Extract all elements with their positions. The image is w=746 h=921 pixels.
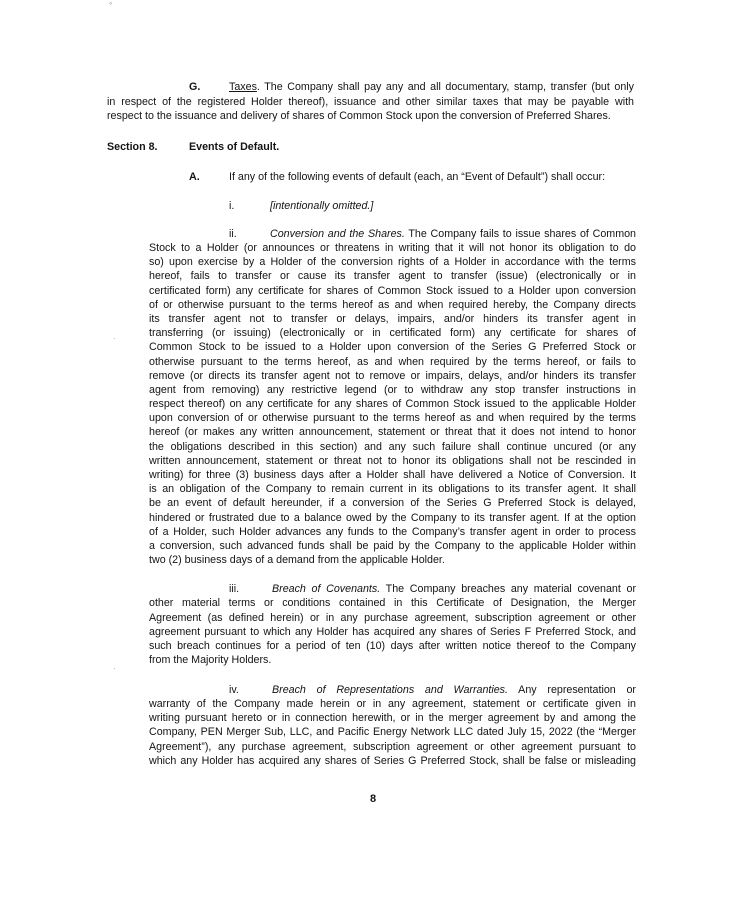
item-iv-line: warranty of the Company made herein or in any agreement, statement or certificate given in (149, 698, 636, 710)
item-iii-line: agreement pursuant to which any Holder has acquired any shares of Series F Preferred Stock, and (149, 626, 636, 638)
scan-speck: ° (109, 1, 113, 10)
section-label: Section 8. (107, 141, 158, 153)
item-ii-line: is an obligation of the Company to remain current in its obligations to its transfer agent. It shall (149, 483, 636, 495)
taxes-heading: Taxes (229, 81, 257, 93)
item-ii-line: hereof, fails to transfer or cause its transfer agent to transfer (issue) (electronically or in (149, 270, 636, 282)
taxes-line: respect to the issuance and delivery of shares of Common Stock upon the conversion of Preferred Shares. (107, 110, 611, 122)
item-iv-line: which any Holder has acquired any shares of Series G Preferred Stock, shall be false or misleading (149, 755, 636, 767)
item-ii-line: respect thereof) on any certificate for any shares of Common Stock issued to the applicable Holder (149, 398, 636, 410)
item-ii-line: so) upon exercise by a Holder of the conversion rights of a Holder in accordance with the terms (149, 256, 636, 268)
item-ii-line: two (2) business days of a demand from the applicable Holder. (149, 554, 445, 566)
item-ii-line: certificated form) any certificate for shares of Common Stock issued to a Holder upon conversion (149, 285, 636, 297)
item-ii-line: otherwise pursuant to the terms hereof, as and when required by the terms hereof, or fails to (149, 356, 636, 368)
item-iii-marker: iii. (229, 583, 240, 595)
scan-speck: · (113, 664, 116, 673)
item-iii-line: from the Majority Holders. (149, 654, 272, 666)
item-ii-line: writing) for three (3) business days after a Holder shall have delivered a Notice of Conversion. It (149, 469, 636, 481)
item-ii-line: hereof (or makes any written announcement, statement or threat that it does not intend to honor (149, 426, 636, 438)
item-ii-line: be an event of default hereunder, if a conversion of the Series G Preferred Stock is delayed, (149, 497, 636, 509)
item-ii-marker: ii. (229, 228, 237, 240)
item-i-marker: i. (229, 200, 235, 212)
taxes-first-line: Taxes. The Company shall pay any and all documentary, stamp, transfer (but only (229, 81, 634, 93)
taxes-line: in respect of the registered Holder thereof), issuance and other similar taxes that may be payable with (107, 96, 634, 108)
item-ii-line: upon conversion of or otherwise pursuant to the terms hereof as and when required by the terms (149, 412, 636, 424)
item-ii-heading: Conversion and the Shares. (270, 228, 405, 240)
item-iv-line: Agreement”), any purchase agreement, subscription agreement or other agreement pursuant to (149, 741, 636, 753)
item-iii-line: Agreement (as defined herein) or in any purchase agreement, subscription agreement or other (149, 612, 636, 624)
clause-a-text: If any of the following events of default (each, an “Event of Default”) shall occur: (229, 171, 606, 183)
item-ii-line: of or otherwise pursuant to the terms hereof as and when required hereby, the Company directs (149, 299, 636, 311)
item-iii-line: such breach continues for a period of ten (10) days after written notice thereof to the Company (149, 640, 636, 652)
clause-a-marker: A. (189, 171, 200, 183)
item-iv-line: Company, PEN Merger Sub, LLC, and Pacific Energy Network LLC dated July 15, 2022 (the “Merger (149, 726, 636, 738)
item-ii-line: of a Holder, such Holder advances any funds to the Company’s transfer agent in order to process (149, 526, 636, 538)
page-number: 8 (370, 793, 377, 805)
item-iv-first-line: Breach of Representations and Warranties. Any representation or (272, 684, 636, 696)
item-iii-line: other material terms or conditions contained in this Certificate of Designation, the Merger (149, 597, 636, 609)
item-ii-line: Common Stock to be issued to a Holder upon conversion of the Series G Preferred Stock or (149, 341, 636, 353)
item-ii-line: agent from removing) any restrictive legend (or to withdraw any stop transfer instructions in (149, 384, 636, 396)
item-ii-line: written announcement, statement or threat not to honor its obligations shall not be rescinded in (149, 455, 636, 467)
item-ii-first-line: Conversion and the Shares. The Company fails to issue shares of Common (270, 228, 636, 240)
scan-speck: · (113, 334, 116, 343)
item-ii-line: remove (or directs its transfer agent not to remove or impairs, delays, and/or hinders its transfer (149, 370, 636, 382)
item-ii-line: its transfer agent not to transfer or delays, impairs, and/or hinders its transfer agent in (149, 313, 636, 325)
item-ii-line: hindered or frustrated due to a balance owed by the Company to its transfer agent. If at the option (149, 512, 636, 524)
item-i-text: [intentionally omitted.] (270, 200, 374, 212)
item-iii-heading: Breach of Covenants. (272, 583, 381, 595)
taxes-marker: G. (189, 81, 201, 93)
item-ii-line: a conversion, such advanced funds shall be paid by the Company to the applicable Holder within (149, 540, 636, 552)
item-iv-line: writing pursuant hereto or in connection herewith, or in the merger agreement by and among the (149, 712, 636, 724)
item-ii-line: transferring (or issuing) (electronically or in certificated form) any certificate for shares of (149, 327, 636, 339)
item-ii-line: Stock to a Holder (or announces or threatens in writing that it will not honor its obligation to do (149, 242, 636, 254)
item-iv-marker: iv. (229, 684, 239, 696)
item-ii-line: the obligations described in this section) and any such failure shall continue uncured (or any (149, 441, 636, 453)
item-iv-heading: Breach of Representations and Warranties. (272, 684, 508, 696)
section-title: Events of Default. (189, 141, 280, 153)
item-iii-first-line: Breach of Covenants. The Company breaches any material covenant or (272, 583, 636, 595)
